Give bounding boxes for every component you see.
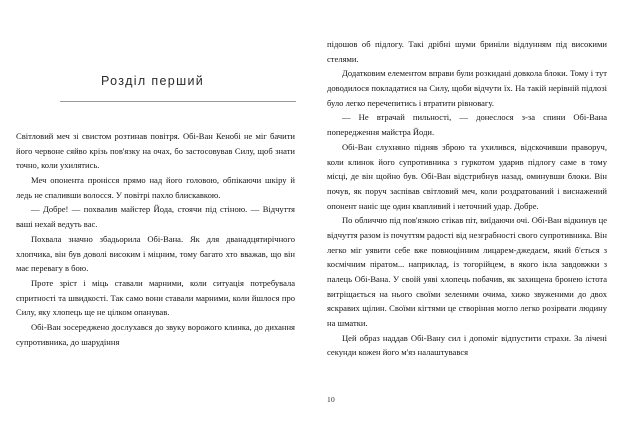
paragraph: Проте зріст і міць ставали марними, коли ситуація потребувала спритності та швидкості. Так само вони ставали марними, коли йшлося про Силу, яку хлопець ще не цілком опанував. — [16, 277, 295, 318]
paragraph: Додатковим елементом вправи були розкидані довкола блоки. Тому і тут доводилося покладатися на Силу, щоби відчути їх. На такій нерівній підлозі було легко перечепитись і втратити рівновагу. — [327, 68, 607, 108]
right-page — [309, 0, 617, 430]
paragraph: Похвала значно збадьорила Обі-Вана. Як для дванадцятирічного хлопчика, він був доволі високим і міцним, тому багато хто вважав, що він має перевагу в бою. — [16, 233, 295, 274]
page-number: 10 — [327, 395, 336, 404]
chapter-heading-block — [16, 0, 295, 102]
paragraph: — Не втрачай пильності, — донеслося з-за спини Обі-Вана попередження майстра Йоди. — [327, 112, 607, 138]
paragraph: Обі-Ван зосереджено дослухався до звуку ворожого клинка, до дихання супротивника, до шарудіння — [16, 321, 295, 347]
right-page-body — [327, 0, 607, 360]
paragraph: По обличчю під пов'язкою стікав піт, виїдаючи очі. Обі-Ван відкинув це відчуття разом із почуттям радості від незграбності свого супротивника. Він легко міг уявити себе вже повноцінним лицарем-джедаєм, який б'ється з космічним піратом... наприклад, із тогорійцем, в якого ікла завдовжки з палець Обі-Вана. У своїй уяві хлопець побачив, як захищена бронею істота витріщається на нього своїми зеленими очима, хижо звуженими до двох яскравих щілин. Своїми кігтями це створіння могло легко розірвати людину на шматки. — [327, 215, 607, 329]
paragraph: Світловий меч зі свистом розтинав повітря. Обі-Ван Кенобі не міг бачити його червоне сяйво крізь пов'язку на очах, бо застосовував Силу, щоб знати точно, коли ухилятись. — [16, 131, 295, 171]
paragraph: — Добре! — похвалив майстер Йода, стоячи під стіною. — Відчуття ваші нехай ведуть вас. — [16, 204, 295, 230]
paragraph: Меч опонента пронісся прямо над його головою, обпікаючи шкіру й ледь не спаливши волосся. У повітрі пахло блискавкою. — [16, 175, 295, 200]
paragraph: Обі-Ван слухняно підняв зброю та ухилився, відскочивши праворуч, коли клинок його супротивника з гуркотом ударив підлогу саме в тому місці, де він щойно був. Обі-Ван відстрибнув назад, оминувши блоки. Він почув, як поруч заспівав світловий меч, коли роздратований і виснажений опонент наніс ще один квапливий і неточний удар. Добре. — [327, 141, 607, 211]
left-page-body — [16, 102, 295, 349]
paragraph: Цей образ наддав Обі-Вану сил і допоміг відпустити страхи. За лічені секунди кожен його м'яз налаштувався — [327, 332, 607, 358]
paragraph: підошов об підлогу. Такі дрібні шуми бриніли відлунням під високими стелями. — [327, 39, 607, 64]
chapter-title: Розділ перший — [101, 74, 205, 88]
